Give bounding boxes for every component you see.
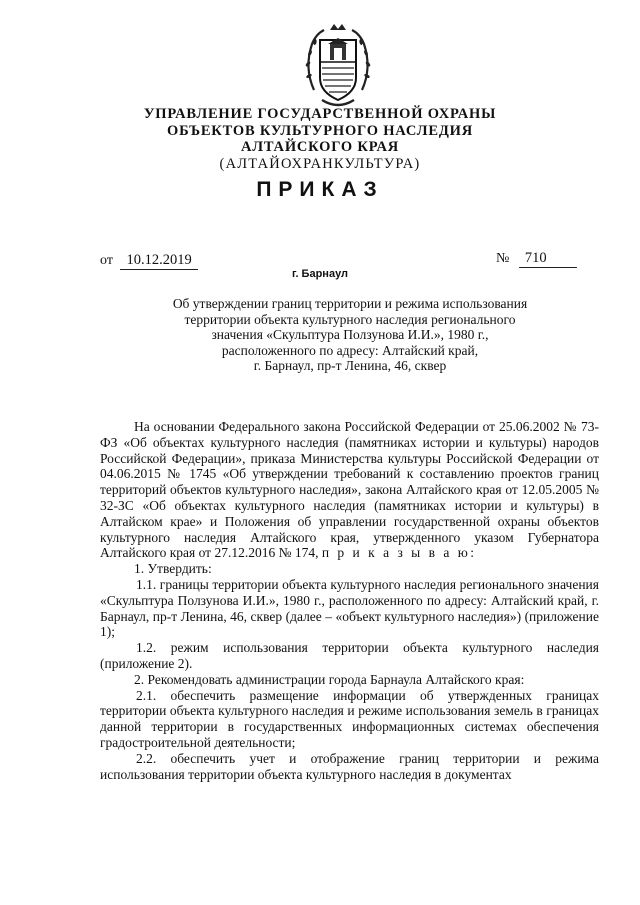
order-word: п р и к а з ы в а ю: — [321, 545, 477, 561]
org-line-2: ОБЪЕКТОВ КУЛЬТУРНОГО НАСЛЕДИЯ — [167, 122, 473, 139]
subject-line: г. Барнаул, пр-т Ленина, 46, сквер — [253, 358, 447, 373]
item-2-2: 2.2. обеспечить учет и отображение границ территории и режима использования территории объекта культурного наследия в документах — [100, 750, 599, 782]
preamble-text: На основании Федерального закона Российской Федерации от 25.06.2002 № 73-ФЗ «Об объектах культурного наследия (памятниках истории и культуры) народов Российской Федерации», приказа Министерства культуры Российской Федерации от 04.06.2015 № 1745 «Об утверждении требований к составлению проектов границ территорий объектов культурного наследия», закона Алтайского края от 12.05.2005 № 32-ЗС «Об объектах культурного наследия (памятниках истории и культуры) в Алтайском крае» и Положения об управлении государственной охраны объектов культурного наследия Алтайского края, утвержденного указом Губернатора Алтайского края от 27.12.2016 № 174, — [100, 419, 599, 561]
coat-of-arms-icon — [300, 20, 376, 112]
date-value: 10.12.2019 — [120, 252, 197, 270]
item-1-2: 1.2. режим использования территории объекта культурного наследия (приложение 2). — [100, 640, 599, 671]
org-line-1: УПРАВЛЕНИЕ ГОСУДАРСТВЕННОЙ ОХРАНЫ — [143, 106, 497, 122]
subject-line: Об утверждении границ территории и режима использования — [172, 296, 528, 311]
city-label: г. Барнаул — [291, 268, 349, 280]
org-abbreviation: (АЛТАЙОХРАНКУЛЬТУРА) — [219, 155, 421, 172]
number-field — [496, 250, 577, 268]
subject-line: расположенного по адресу: Алтайский край, — [221, 342, 479, 358]
org-line-3: АЛТАЙСКОГО КРАЯ — [240, 139, 400, 155]
order-body — [100, 419, 599, 782]
document-title: ПРИКАЗ — [256, 178, 384, 201]
subject-line: значения «Скульптура Ползунова И.И.», 1980 г., — [211, 327, 489, 342]
subject-line: территории объекта культурного наследия регионального — [184, 311, 516, 327]
order-subject — [100, 296, 600, 374]
number-prefix: № — [496, 251, 510, 266]
item-1: 1. Утвердить: — [134, 561, 212, 577]
date-prefix: от — [100, 253, 113, 268]
organization-name — [0, 106, 640, 172]
item-2-1: 2.1. обеспечить размещение информации об утвержденных границах территории объекта культурного наследия и режиме использования земель в границах данной территории в государственных информационных системах обеспечения градостроительной деятельности; — [100, 687, 599, 750]
preamble-paragraph — [100, 419, 599, 561]
item-1-1: 1.1. границы территории объекта культурного наследия регионального значения «Скульптура Ползунова И.И.», 1980 г., расположенного по адресу: Алтайский край, г. Барнаул, пр-т Ленина, 46, сквер (далее – «объект культурного наследия») (приложение 1); — [100, 576, 599, 640]
number-value: 710 — [519, 250, 577, 268]
item-2: 2. Рекомендовать администрации города Барнаула Алтайского края: — [134, 671, 525, 687]
